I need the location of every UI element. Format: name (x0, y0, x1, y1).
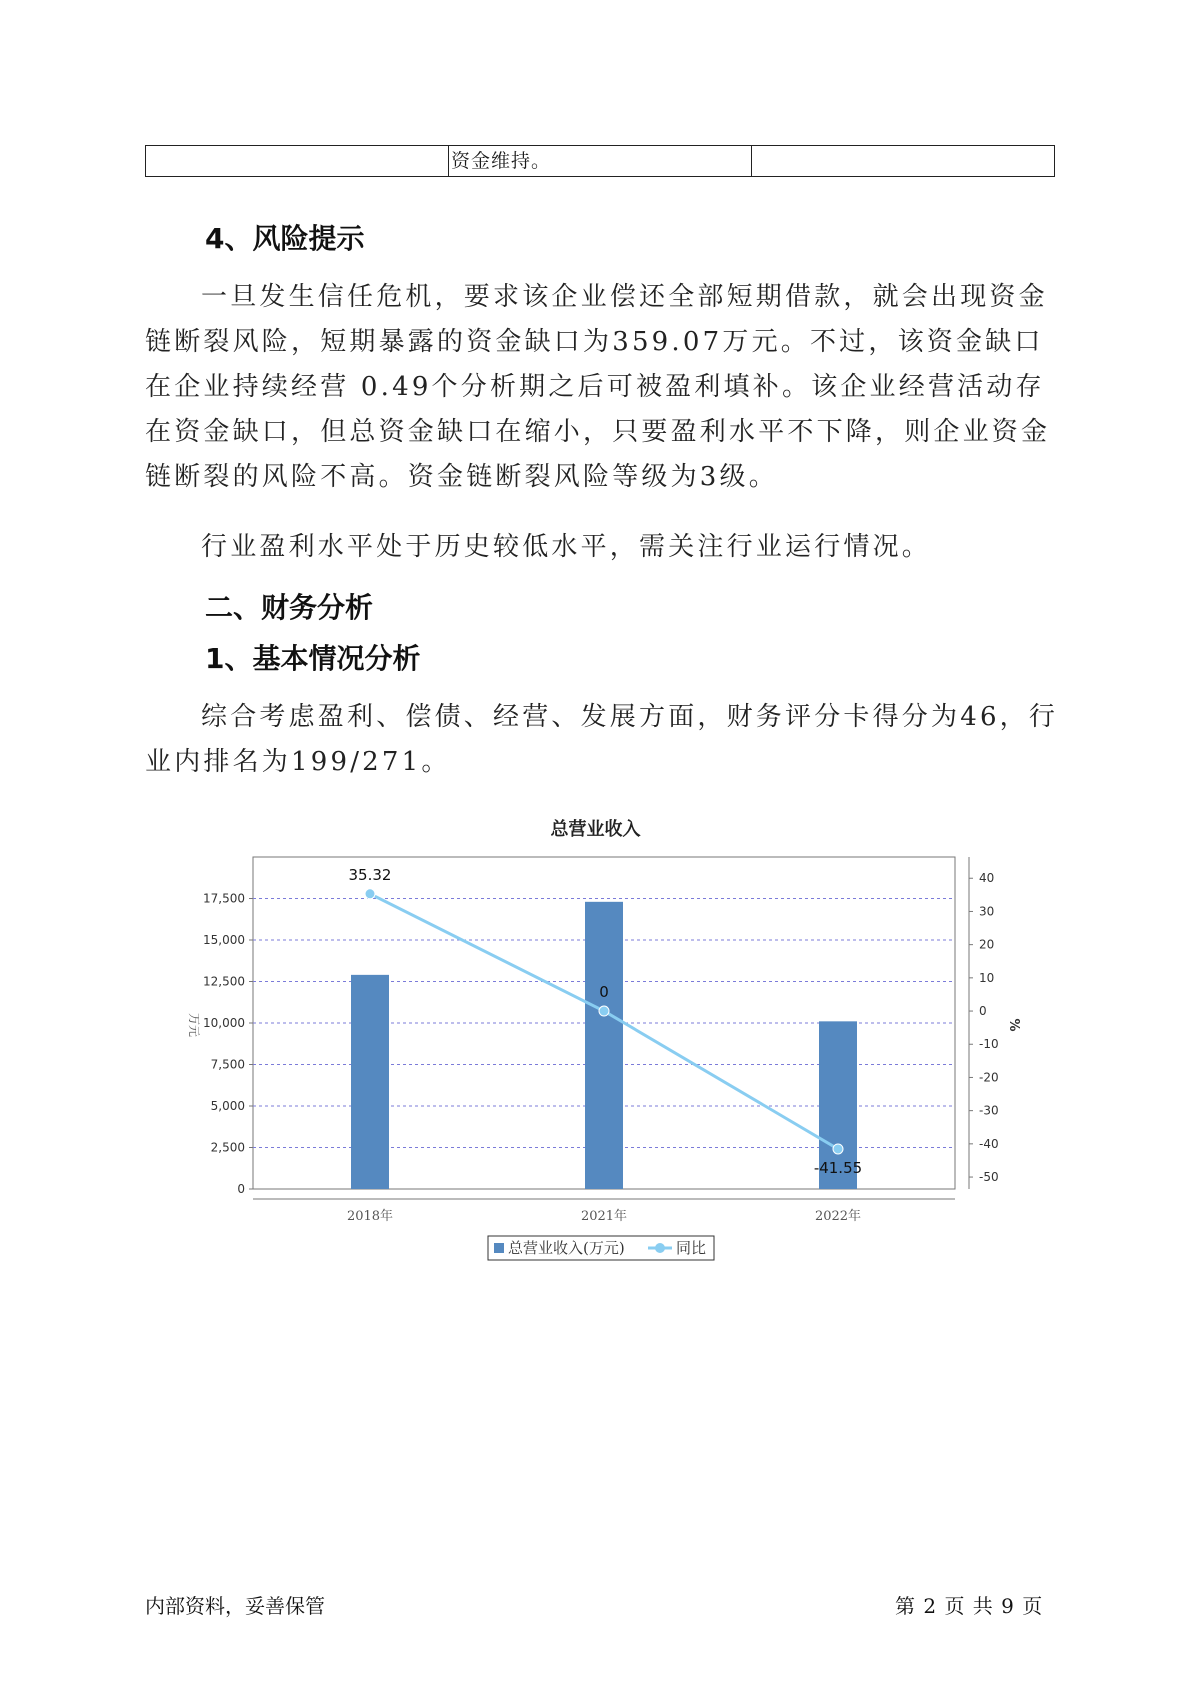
y2-tick-label: -20 (979, 1070, 999, 1085)
legend-bar-swatch (494, 1243, 504, 1253)
yoy-data-label: 35.32 (348, 865, 392, 884)
y-tick-label: 15,000 (203, 933, 245, 947)
y-tick-label: 10,000 (203, 1016, 245, 1030)
footer-confidential: 内部资料，妥善保管 (145, 1594, 325, 1618)
y2-tick-label: -40 (979, 1136, 999, 1151)
bar (351, 975, 389, 1189)
y-tick-label: 5,000 (210, 1099, 245, 1113)
basic-paragraph-text: 综合考虑盈利、偿债、经营、发展方面，财务评分卡得分为46，行业内排名为199/271。 (145, 702, 1059, 777)
y2-tick-label: -50 (979, 1170, 999, 1185)
y2-tick-label: 30 (979, 904, 995, 919)
industry-paragraph-text: 行业盈利水平处于历史较低水平，需关注行业运行情况。 (201, 532, 932, 562)
legend-line-marker (655, 1243, 665, 1253)
y2-tick-label: 40 (979, 871, 995, 886)
yoy-data-label: 0 (599, 983, 609, 1002)
y2-tick-label: -30 (979, 1103, 999, 1118)
y-tick-label: 12,500 (203, 974, 245, 989)
bar (585, 902, 623, 1189)
y-tick-label: 2,500 (210, 1140, 245, 1155)
table-cell-text: 资金维持。 (449, 146, 752, 176)
legend-line-label: 同比 (676, 1239, 707, 1257)
y2-tick-label: 0 (979, 1004, 987, 1019)
yoy-point (599, 1006, 609, 1016)
y2-axis-title: % (1006, 1018, 1021, 1032)
y2-tick-label: -10 (979, 1037, 999, 1052)
footer-page-number: 第 2 页 共 9 页 (895, 1594, 1044, 1618)
yoy-point (833, 1144, 843, 1154)
y-tick-label: 17,500 (203, 891, 245, 906)
risk-heading: 4、风险提示 (205, 222, 365, 255)
y-tick-label: 7,500 (210, 1057, 245, 1072)
y2-tick-label: 10 (979, 970, 995, 985)
x-tick-label: 2018年 (346, 1209, 394, 1224)
basic-heading: 1、基本情况分析 (205, 642, 421, 675)
x-tick-label: 2021年 (580, 1209, 628, 1224)
yoy-data-label: -41.55 (813, 1158, 863, 1177)
legend-bar-label: 总营业收入(万元) (508, 1239, 625, 1257)
yoy-point (365, 889, 375, 899)
finance-heading: 二、财务分析 (205, 591, 374, 624)
y-axis-title: 万元 (187, 1012, 201, 1038)
x-tick-label: 2022年 (814, 1209, 862, 1224)
y2-tick-label: 20 (979, 937, 995, 952)
chart-title: 总营业收入 (550, 819, 641, 840)
y-tick-label: 0 (237, 1182, 245, 1196)
risk-paragraph-1: 一旦发生信任危机，要求该企业偿还全部短期借款，就会出现资金链断裂风险，短期暴露的资金缺口为359.07万元。不过，该资金缺口在企业持续经营 0.49个分析期之后可被盈利填补。该企业经营活动存在资金缺口，但总资金缺口在缩小，只要盈利水平不下降，则企业资金链断裂的风险不高。资金链断裂风险等级为3级。 (145, 282, 1051, 492)
